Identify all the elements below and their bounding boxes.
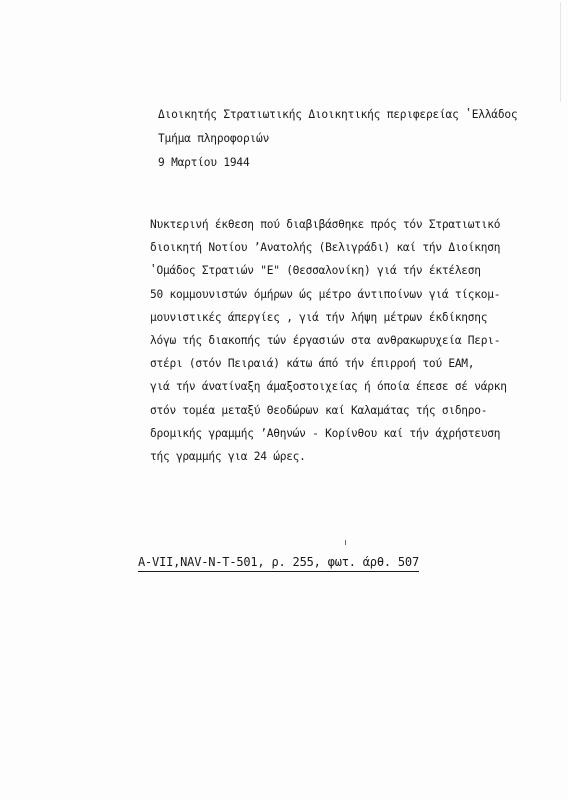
archive-reference: A-VII,NAV-N-T-501, ρ. 255, φωτ. άρθ. 507	[138, 554, 419, 572]
body-line: δρομικής γραμμής ʼΑθηνών - Κορίνθου καί τήν άχρήστευση	[150, 426, 501, 440]
body-line: ʽΟμάδος Στρατιών "Ε" (Θεσσαλονίκη) γιά τήν έκτέλεση	[150, 264, 481, 278]
body-line: τής γραμμής για 24 ώρες.	[150, 449, 306, 463]
pen-mark	[345, 540, 346, 545]
body-line: γιά τήν άνατίναξη άμαξοστοιχείας ή όποία έπεσε σέ νάρκη	[150, 380, 507, 394]
scan-edge-shadow	[560, 2, 561, 102]
body-line: στόν τομέα μεταξύ Θεοδώρων καί Καλαμάτας τής σιδηρο-	[150, 403, 488, 417]
body-line: στέρι (στόν Πειραιά) κάτω άπό τήν έπιρροή τού ΕΑΜ,	[150, 357, 475, 371]
body-line: 50 κομμουνιστών όμήρων ώς μέτρο άντιποίνων γιά τίςκομ-	[150, 287, 501, 301]
document-header	[158, 103, 558, 175]
header-department: Τμήμα πληροφοριών	[158, 132, 270, 145]
body-line: διοικητή Νοτίου ʼΑνατολής (Βελιγράδι) καί τήν Διοίκηση	[150, 241, 501, 255]
header-authority: Διοικητής Στρατιωτικής Διοικητικής περιφερείας ʽΕλλάδος	[158, 108, 518, 121]
header-date: 9 Μαρτίου 1944	[158, 156, 250, 169]
document-body	[150, 213, 560, 468]
body-line: Νυκτερινή έκθεση πού διαβιβάσθηκε πρός τόν Στρατιωτικό	[150, 218, 501, 231]
body-line: λόγω τής διακοπής τών έργασιών στα ανθρακωρυχεία Περι-	[150, 333, 501, 347]
body-line: μουνιστικές άπεργίες , γιά τήν λήψη μέτρων έκδίκησης	[150, 310, 488, 324]
